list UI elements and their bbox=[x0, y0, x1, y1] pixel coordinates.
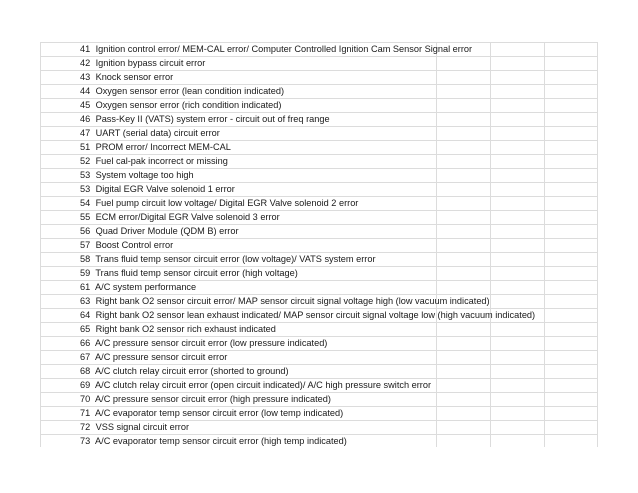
error-code: 59 bbox=[80, 268, 91, 278]
description-cell[interactable] bbox=[80, 378, 431, 392]
description-cell[interactable] bbox=[80, 210, 280, 224]
error-description: Trans fluid temp sensor circuit error (high voltage) bbox=[95, 268, 298, 278]
error-description: Oxygen sensor error (lean condition indicated) bbox=[95, 86, 285, 96]
spreadsheet-table bbox=[40, 42, 598, 447]
table-row bbox=[40, 98, 598, 112]
description-cell[interactable] bbox=[80, 140, 231, 154]
error-code: 53 bbox=[80, 184, 91, 194]
description-cell[interactable] bbox=[80, 98, 281, 112]
error-code: 63 bbox=[80, 296, 91, 306]
table-row bbox=[40, 378, 598, 392]
table-row bbox=[40, 392, 598, 406]
table-row bbox=[40, 154, 598, 168]
error-code: 73 bbox=[80, 436, 91, 446]
description-cell[interactable] bbox=[80, 308, 535, 322]
error-description: UART (serial data) circuit error bbox=[95, 128, 220, 138]
description-cell[interactable] bbox=[80, 42, 472, 56]
error-code: 66 bbox=[80, 338, 91, 348]
description-cell[interactable] bbox=[80, 252, 376, 266]
error-code: 67 bbox=[80, 352, 91, 362]
table-row bbox=[40, 294, 598, 308]
error-code: 69 bbox=[80, 380, 91, 390]
description-cell[interactable] bbox=[80, 182, 235, 196]
error-description: A/C system performance bbox=[95, 282, 197, 292]
error-description: A/C evaporator temp sensor circuit error (high temp indicated) bbox=[95, 436, 347, 446]
table-row bbox=[40, 168, 598, 182]
description-cell[interactable] bbox=[80, 196, 358, 210]
error-code: 44 bbox=[80, 86, 91, 96]
error-code: 42 bbox=[80, 58, 91, 68]
error-code: 52 bbox=[80, 156, 91, 166]
error-description: A/C clutch relay circuit error (open circuit indicated)/ A/C high pressure switch error bbox=[95, 380, 432, 390]
error-description: Quad Driver Module (QDM B) error bbox=[95, 226, 239, 236]
table-row bbox=[40, 182, 598, 196]
table-row bbox=[40, 252, 598, 266]
error-code: 47 bbox=[80, 128, 91, 138]
table-row bbox=[40, 70, 598, 84]
error-code: 43 bbox=[80, 72, 91, 82]
error-code: 56 bbox=[80, 226, 91, 236]
error-code: 68 bbox=[80, 366, 91, 376]
error-description: VSS signal circuit error bbox=[95, 422, 189, 432]
table-row bbox=[40, 126, 598, 140]
description-cell[interactable] bbox=[80, 294, 490, 308]
description-cell[interactable] bbox=[80, 280, 196, 294]
error-code: 46 bbox=[80, 114, 91, 124]
error-description: A/C pressure sensor circuit error bbox=[95, 352, 228, 362]
description-cell[interactable] bbox=[80, 126, 220, 140]
error-description: A/C pressure sensor circuit error (high pressure indicated) bbox=[95, 394, 331, 404]
error-code: 53 bbox=[80, 170, 91, 180]
description-cell[interactable] bbox=[80, 112, 330, 126]
table-row bbox=[40, 364, 598, 378]
description-cell[interactable] bbox=[80, 336, 327, 350]
table-row bbox=[40, 336, 598, 350]
error-description: Digital EGR Valve solenoid 1 error bbox=[95, 184, 235, 194]
description-cell[interactable] bbox=[80, 392, 331, 406]
description-cell[interactable] bbox=[80, 420, 189, 434]
error-description: A/C clutch relay circuit error (shorted to ground) bbox=[95, 366, 289, 376]
description-cell[interactable] bbox=[80, 84, 284, 98]
description-cell[interactable] bbox=[80, 70, 173, 84]
error-code: 70 bbox=[80, 394, 91, 404]
table-row bbox=[40, 280, 598, 294]
description-cell[interactable] bbox=[80, 168, 194, 182]
error-code: 55 bbox=[80, 212, 91, 222]
description-cell[interactable] bbox=[80, 434, 347, 448]
error-description: Trans fluid temp sensor circuit error (low voltage)/ VATS system error bbox=[95, 254, 376, 264]
error-description: Ignition control error/ MEM-CAL error/ Computer Controlled Ignition Cam Sensor Signal error bbox=[95, 44, 473, 54]
table-row bbox=[40, 84, 598, 98]
error-code: 72 bbox=[80, 422, 91, 432]
error-description: Knock sensor error bbox=[95, 72, 174, 82]
error-description: Right bank O2 sensor rich exhaust indicated bbox=[95, 324, 276, 334]
table-row bbox=[40, 434, 598, 448]
error-code: 45 bbox=[80, 100, 91, 110]
table-row bbox=[40, 308, 598, 322]
error-description: PROM error/ Incorrect MEM-CAL bbox=[95, 142, 231, 152]
table-row bbox=[40, 112, 598, 126]
description-cell[interactable] bbox=[80, 350, 227, 364]
error-description: Ignition bypass circuit error bbox=[95, 58, 206, 68]
table-row bbox=[40, 266, 598, 280]
table-row bbox=[40, 322, 598, 336]
description-cell[interactable] bbox=[80, 406, 343, 420]
error-description: Pass-Key II (VATS) system error - circuit out of freq range bbox=[95, 114, 330, 124]
description-cell[interactable] bbox=[80, 322, 276, 336]
error-code: 51 bbox=[80, 142, 91, 152]
table-row bbox=[40, 406, 598, 420]
error-code: 64 bbox=[80, 310, 91, 320]
error-description: Fuel cal-pak incorrect or missing bbox=[95, 156, 228, 166]
table-row bbox=[40, 224, 598, 238]
error-code: 65 bbox=[80, 324, 91, 334]
table-row bbox=[40, 420, 598, 434]
error-description: Right bank O2 sensor lean exhaust indicated/ MAP sensor circuit signal voltage low (high vacuum indicated) bbox=[95, 310, 536, 320]
description-cell[interactable] bbox=[80, 56, 205, 70]
error-code: 54 bbox=[80, 198, 91, 208]
description-cell[interactable] bbox=[80, 266, 298, 280]
error-description: ECM error/Digital EGR Valve solenoid 3 error bbox=[95, 212, 280, 222]
error-description: Oxygen sensor error (rich condition indicated) bbox=[95, 100, 282, 110]
error-description: System voltage too high bbox=[95, 170, 194, 180]
table-row bbox=[40, 350, 598, 364]
table-row bbox=[40, 56, 598, 70]
description-cell[interactable] bbox=[80, 238, 173, 252]
error-code: 71 bbox=[80, 408, 91, 418]
error-description: A/C evaporator temp sensor circuit error (low temp indicated) bbox=[95, 408, 344, 418]
error-code: 58 bbox=[80, 254, 91, 264]
table-row bbox=[40, 140, 598, 154]
error-description: Fuel pump circuit low voltage/ Digital EGR Valve solenoid 2 error bbox=[95, 198, 359, 208]
table-row bbox=[40, 210, 598, 224]
description-cell[interactable] bbox=[80, 224, 239, 238]
description-cell[interactable] bbox=[80, 364, 289, 378]
error-code: 41 bbox=[80, 44, 91, 54]
table-row bbox=[40, 196, 598, 210]
table-row bbox=[40, 238, 598, 252]
error-description: Right bank O2 sensor circuit error/ MAP sensor circuit signal voltage high (low vacuum indicated) bbox=[95, 296, 490, 306]
table-row bbox=[40, 42, 598, 56]
error-code: 61 bbox=[80, 282, 91, 292]
error-description: Boost Control error bbox=[95, 240, 174, 250]
description-cell[interactable] bbox=[80, 154, 228, 168]
error-code: 57 bbox=[80, 240, 91, 250]
error-description: A/C pressure sensor circuit error (low pressure indicated) bbox=[95, 338, 328, 348]
